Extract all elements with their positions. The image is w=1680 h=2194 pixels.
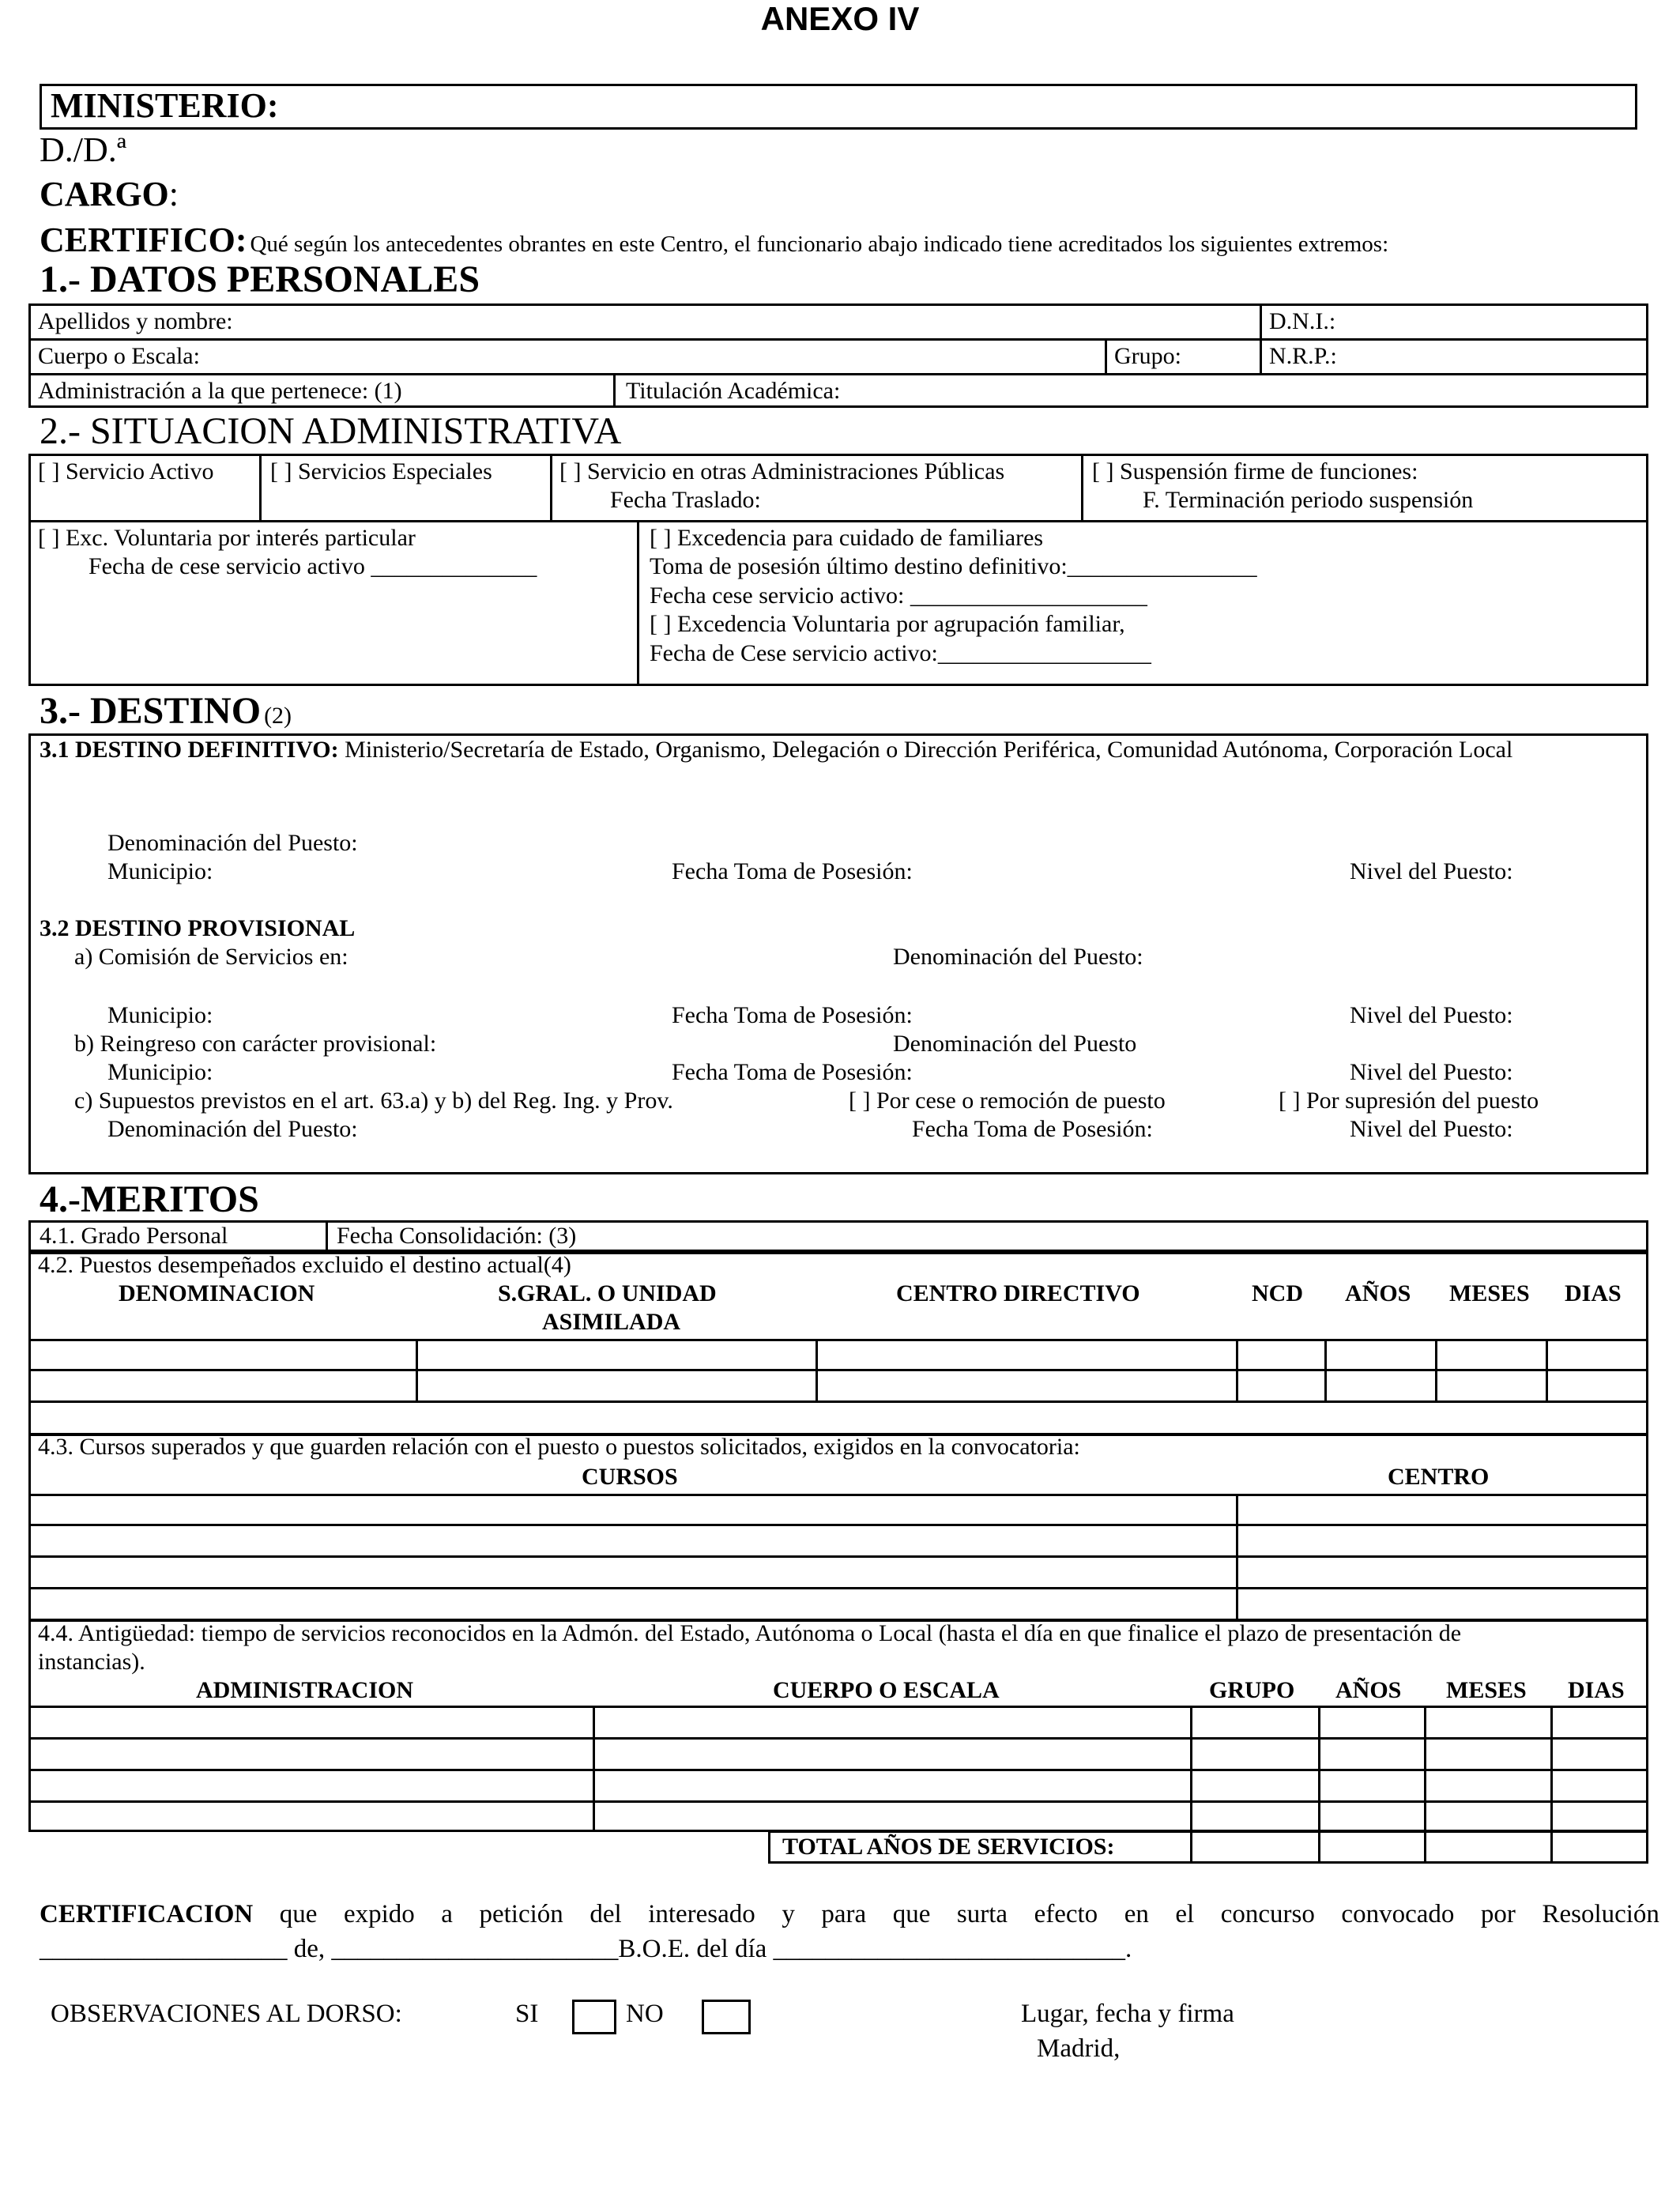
col-dias-44: DIAS (1568, 1677, 1625, 1703)
section-4-heading: 4.-MERITOS (40, 1178, 259, 1220)
col-anos: AÑOS (1345, 1280, 1411, 1306)
antiguedad-row[interactable] (30, 1740, 1647, 1769)
apellidos-field[interactable]: Apellidos y nombre: (38, 308, 233, 334)
fecha-traslado-label: Fecha Traslado: (610, 487, 761, 513)
checkbox-supresion[interactable]: [ ] Por supresión del puesto (1279, 1088, 1539, 1114)
no-checkbox[interactable] (702, 2000, 751, 2034)
col-cursos: CURSOS (582, 1464, 678, 1490)
a-municipio-label: Municipio: (107, 1002, 213, 1028)
ministerio-label: MINISTERIO: (51, 86, 279, 125)
fecha-cese-3-field[interactable]: Fecha de Cese servicio activo:__________________ (650, 640, 1151, 666)
municipio-label: Municipio: (107, 858, 213, 884)
grado-personal-field[interactable]: 4.1. Grado Personal (40, 1223, 228, 1249)
col-dias: DIAS (1565, 1280, 1622, 1306)
antiguedad-row[interactable] (30, 1771, 1647, 1800)
antiguedad-row[interactable] (30, 1803, 1647, 1830)
section-3-heading: 3.- DESTINO (2) (40, 690, 292, 732)
cargo-label: CARGO: (40, 175, 179, 213)
reingreso-label: b) Reingreso con carácter provisional: (74, 1031, 437, 1057)
cuerpo-field[interactable]: Cuerpo o Escala: (38, 343, 200, 369)
col-centro: CENTRO (1388, 1464, 1490, 1490)
fecha-cese-field[interactable]: Fecha de cese servicio activo ______________ (89, 553, 537, 579)
checkbox-cese-remocion[interactable]: [ ] Por cese o remoción de puesto (849, 1088, 1166, 1114)
col-ncd: NCD (1252, 1280, 1303, 1306)
cursos-row[interactable] (30, 1496, 1647, 1524)
section-1-heading: 1.- DATOS PERSONALES (40, 258, 480, 300)
col-grupo: GRUPO (1209, 1677, 1295, 1703)
checkbox-servicio-activo[interactable]: [ ] Servicio Activo (38, 458, 214, 484)
ministerio-field[interactable] (40, 84, 1637, 130)
b-nivel-label: Nivel del Puesto: (1350, 1059, 1513, 1085)
col-administracion: ADMINISTRACION (196, 1677, 414, 1703)
fecha-consolidacion-field[interactable]: Fecha Consolidación: (3) (337, 1223, 577, 1249)
a-nivel-label: Nivel del Puesto: (1350, 1002, 1513, 1028)
madrid-label: Madrid, (1037, 2034, 1121, 2063)
checkbox-exc-agrupacion[interactable]: [ ] Excedencia Voluntaria por agrupación familiar, (650, 611, 1125, 637)
lugar-fecha-firma: Lugar, fecha y firma (1021, 2000, 1234, 2028)
certificacion-line-1: CERTIFICACION que expido a petición del interesado y para que surta efecto en el concurso convocado por Resolución (40, 1900, 1659, 1928)
grupo-field[interactable]: Grupo: (1114, 343, 1181, 369)
supuestos-label: c) Supuestos previstos en el art. 63.a) y b) del Reg. Ing. y Prov. (74, 1088, 673, 1114)
col-meses-44: MESES (1446, 1677, 1527, 1703)
si-checkbox[interactable] (572, 2000, 616, 2034)
col-cuerpo-escala: CUERPO O ESCALA (773, 1677, 1000, 1703)
checkbox-otras-administraciones[interactable]: [ ] Servicio en otras Administraciones Públicas (559, 458, 1005, 484)
page-title: ANEXO IV (760, 0, 920, 37)
b-denominacion-label: Denominación del Puesto (893, 1031, 1137, 1057)
cursos-intro: 4.3. Cursos superados y que guarden relación con el puesto o puestos solicitados, exigidos en la convocatoria: (38, 1434, 1080, 1460)
a-denominacion-label: Denominación del Puesto: (893, 944, 1143, 970)
certifico-text: Qué según los antecedentes obrantes en este Centro, el funcionario abajo indicado tiene acreditados los siguientes extremos: (250, 232, 1389, 257)
titulacion-field[interactable]: Titulación Académica: (626, 378, 841, 404)
fecha-cese-2-field[interactable]: Fecha cese servicio activo: ____________________ (650, 582, 1147, 609)
checkbox-suspension[interactable]: [ ] Suspensión firme de funciones: (1092, 458, 1418, 484)
destino-definitivo-line: 3.1 DESTINO DEFINITIVO: Ministerio/Secretaría de Estado, Organismo, Delegación o Dirección Periférica, Comunidad Autónoma, Corporación Local (40, 737, 1513, 763)
certificacion-line-2[interactable]: ___________________ de, ______________________B.O.E. del día ___________________________. (40, 1935, 1132, 1963)
fecha-toma-label: Fecha Toma de Posesión: (672, 858, 913, 884)
puestos-intro: 4.2. Puestos desempeñados excluido el destino actual(4) (38, 1252, 571, 1278)
antiguedad-intro-1: 4.4. Antigüedad: tiempo de servicios reconocidos en la Admón. del Estado, Autónoma o Local (hasta el día en que finalice el plazo de presentación de (38, 1620, 1462, 1646)
comision-servicios-label: a) Comisión de Servicios en: (74, 944, 348, 970)
antiguedad-row[interactable] (30, 1708, 1647, 1737)
c-nivel-label: Nivel del Puesto: (1350, 1116, 1513, 1142)
c-fecha-toma-label: Fecha Toma de Posesión: (912, 1116, 1153, 1142)
administracion-field[interactable]: Administración a la que pertenece: (1) (38, 378, 402, 404)
observaciones-label: OBSERVACIONES AL DORSO: (51, 2000, 402, 2028)
total-label: TOTAL AÑOS DE SERVICIOS: (782, 1834, 1115, 1860)
puestos-row[interactable] (30, 1341, 1647, 1369)
c-denominacion-label: Denominación del Puesto: (107, 1116, 358, 1142)
total-anos-cell[interactable] (1320, 1833, 1424, 1862)
col-sgral: S.GRAL. O UNIDAD (498, 1280, 717, 1306)
nrp-field[interactable]: N.R.P.: (1269, 343, 1337, 369)
total-meses-cell[interactable] (1426, 1833, 1550, 1862)
toma-posesion-field[interactable]: Toma de posesión último destino definitivo:________________ (650, 553, 1257, 579)
section-2-heading: 2.- SITUACION ADMINISTRATIVA (40, 410, 622, 452)
cursos-row[interactable] (30, 1589, 1647, 1619)
destino-provisional-title: 3.2 DESTINO PROVISIONAL (40, 915, 356, 941)
si-label: SI (515, 2000, 539, 2028)
no-label: NO (626, 2000, 664, 2028)
checkbox-exc-voluntaria[interactable]: [ ] Exc. Voluntaria por interés particular (38, 525, 416, 551)
nivel-label: Nivel del Puesto: (1350, 858, 1513, 884)
a-fecha-toma-label: Fecha Toma de Posesión: (672, 1002, 913, 1028)
denominacion-label: Denominación del Puesto: (107, 830, 358, 856)
col-meses: MESES (1449, 1280, 1530, 1306)
b-fecha-toma-label: Fecha Toma de Posesión: (672, 1059, 913, 1085)
antiguedad-intro-2: instancias). (38, 1649, 145, 1675)
dni-field[interactable]: D.N.I.: (1269, 308, 1336, 334)
b-municipio-label: Municipio: (107, 1059, 213, 1085)
certifico-line (40, 220, 1388, 260)
puestos-row[interactable] (30, 1371, 1647, 1400)
grado-personal-row (28, 1220, 1648, 1252)
cursos-row[interactable] (30, 1526, 1647, 1555)
total-dias-cell[interactable] (1553, 1833, 1646, 1862)
cursos-row[interactable] (30, 1558, 1647, 1587)
col-anos-44: AÑOS (1335, 1677, 1402, 1703)
col-denominacion: DENOMINACION (119, 1280, 315, 1306)
certifico-label: CERTIFICO: (40, 221, 247, 259)
f-terminacion-label: F. Terminación periodo suspensión (1143, 487, 1474, 513)
col-asimilada: ASIMILADA (542, 1309, 681, 1335)
dd-label: D./D.ª (40, 130, 126, 169)
checkbox-servicios-especiales[interactable]: [ ] Servicios Especiales (270, 458, 492, 484)
col-centro-directivo: CENTRO DIRECTIVO (896, 1280, 1140, 1306)
checkbox-exc-familiares[interactable]: [ ] Excedencia para cuidado de familiares (650, 525, 1044, 551)
